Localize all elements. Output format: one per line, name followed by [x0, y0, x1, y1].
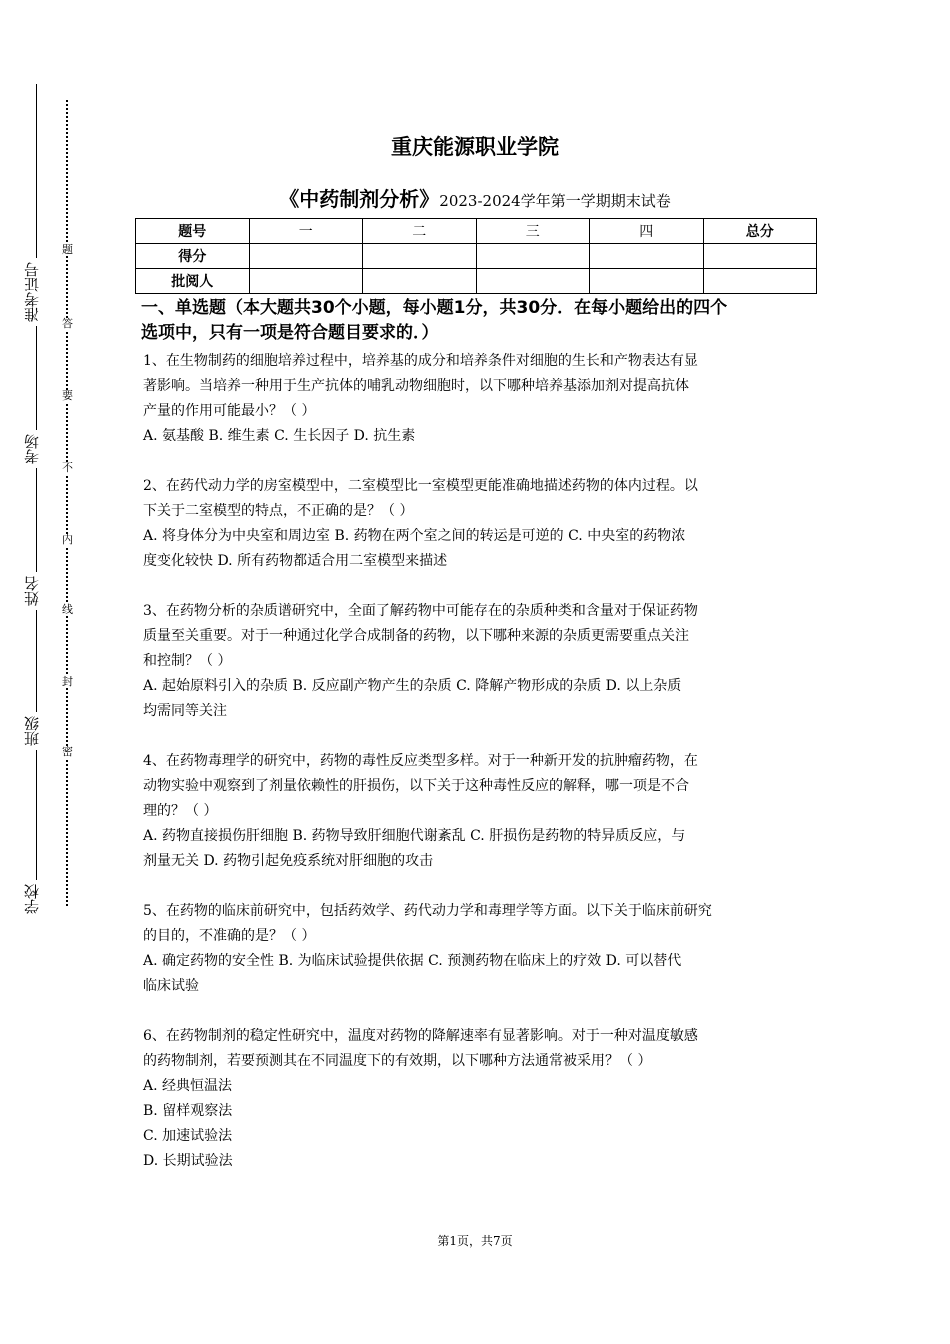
reviewer-cell	[249, 269, 363, 294]
section-title-line: 一、单选题（本大题共30个小题，每小题1分，共30分．在每小题给出的四个	[141, 298, 728, 318]
question-options: A. 确定药物的安全性 B. 为临床试验提供依据 C. 预测药物在临床上的疗效 D. 可以替代	[143, 953, 682, 969]
question-line: 质量至关重要。对于一种通过化学合成制备的药物，以下哪种来源的杂质更需要重点关注	[143, 628, 689, 644]
reviewer-row-label: 批阅人	[136, 269, 250, 294]
question-options: A. 氨基酸 B. 维生素 C. 生长因子 D. 抗生素	[143, 428, 416, 444]
question-3	[143, 599, 811, 724]
score-table-header-row	[136, 219, 817, 244]
question-line: 5、在药物的临床前研究中，包括药效学、药代动力学和毒理学等方面。以下关于临床前研究	[143, 903, 712, 919]
question-line: 1、在生物制药的细胞培养过程中，培养基的成分和培养条件对细胞的生长和产物表达有显	[143, 353, 698, 369]
question-line: 的目的，不准确的是？（ ）	[143, 928, 316, 944]
seal-char: 要	[62, 389, 73, 402]
seal-char: 线	[62, 603, 73, 616]
field-exam-room: 考场	[22, 430, 42, 468]
question-line: 2、在药代动力学的房室模型中，二室模型比一室模型更能准确地描述药物的体内过程。以	[143, 478, 698, 494]
field-school: 学校	[22, 880, 42, 918]
field-name: 姓名	[22, 572, 42, 610]
question-line: 3、在药物分析的杂质谱研究中，全面了解药物中可能存在的杂质种类和含量对于保证药物	[143, 603, 698, 619]
question-line: 的药物制剂，若要预测其在不同温度下的有效期，以下哪种方法通常被采用？（ ）	[143, 1053, 652, 1069]
seal-char: 内	[62, 533, 73, 546]
seal-char: 题	[62, 243, 73, 256]
section-title-line: 选项中，只有一项是符合题目要求的．）	[141, 323, 439, 343]
score-header-cell: 一	[249, 219, 363, 244]
score-row-label: 得分	[136, 244, 250, 269]
score-header-cell: 题号	[136, 219, 250, 244]
question-line: 4、在药物毒理学的研究中，药物的毒性反应类型多样。对于一种新开发的抗肿瘤药物，在	[143, 753, 698, 769]
score-table	[135, 218, 817, 294]
exam-term: 2023-2024学年第一学期期末试卷	[439, 192, 671, 210]
question-line: 著影响。当培养一种用于生产抗体的哺乳动物细胞时，以下哪种培养基添加剂对提高抗体	[143, 378, 689, 394]
seal-char: 不	[62, 461, 73, 474]
reviewer-cell	[363, 269, 477, 294]
seal-dotted-line	[66, 100, 68, 906]
reviewer-cell	[703, 269, 817, 294]
seal-char: 封	[62, 675, 73, 688]
question-1	[143, 349, 811, 449]
question-line: 动物实验中观察到了剂量依赖性的肝损伤，以下关于这种毒性反应的解释，哪一项是不合	[143, 778, 689, 794]
option-d: D. 长期试验法	[143, 1153, 233, 1169]
score-header-cell: 总分	[703, 219, 817, 244]
page-footer: 第1页，共7页	[437, 1234, 513, 1248]
question-options: 均需同等关注	[143, 703, 227, 719]
question-line: 和控制？（ ）	[143, 653, 232, 669]
exam-title	[0, 183, 950, 212]
question-options: 度变化较快 D. 所有药物都适合用二室模型来描述	[143, 553, 448, 569]
score-header-cell: 三	[476, 219, 590, 244]
question-options: 剂量无关 D. 药物引起免疫系统对肝细胞的攻击	[143, 853, 434, 869]
section-title	[141, 296, 811, 346]
question-line: 产量的作用可能最小？（ ）	[143, 403, 316, 419]
question-2	[143, 474, 811, 574]
option-a: A. 经典恒温法	[143, 1078, 233, 1094]
question-options: A. 将身体分为中央室和周边室 B. 药物在两个室之间的转运是可逆的 C. 中央室的药物浓	[143, 528, 686, 544]
score-cell	[249, 244, 363, 269]
score-row	[136, 244, 817, 269]
school-name: 重庆能源职业学院	[391, 135, 559, 159]
reviewer-row	[136, 269, 817, 294]
seal-char: 密	[62, 745, 73, 758]
question-6	[143, 1024, 811, 1174]
question-options: A. 起始原料引入的杂质 B. 反应副产物产生的杂质 C. 降解产物形成的杂质 D. 以上杂质	[143, 678, 682, 694]
question-line: 理的？（ ）	[143, 803, 218, 819]
reviewer-cell	[476, 269, 590, 294]
reviewer-cell	[590, 269, 704, 294]
exam-content	[143, 296, 811, 1174]
seal-char: 答	[62, 317, 73, 330]
score-header-cell: 四	[590, 219, 704, 244]
field-exam-number: 准考证号	[22, 258, 42, 326]
score-cell	[476, 244, 590, 269]
question-line: 下关于二室模型的特点，不正确的是？（ ）	[143, 503, 414, 519]
question-4	[143, 749, 811, 874]
question-options: A. 药物直接损伤肝细胞 B. 药物导致肝细胞代谢紊乱 C. 肝损伤是药物的特异质反应，与	[143, 828, 686, 844]
score-cell	[590, 244, 704, 269]
field-class: 班级	[22, 712, 42, 750]
question-line: 6、在药物制剂的稳定性研究中，温度对药物的降解速率有显著影响。对于一种对温度敏感	[143, 1028, 698, 1044]
score-cell	[703, 244, 817, 269]
score-header-cell: 二	[363, 219, 477, 244]
option-c: C. 加速试验法	[143, 1128, 233, 1144]
question-options: 临床试验	[143, 978, 199, 994]
score-cell	[363, 244, 477, 269]
course-name: 《中药制剂分析》	[279, 187, 440, 211]
option-b: B. 留样观察法	[143, 1103, 233, 1119]
question-5	[143, 899, 811, 999]
